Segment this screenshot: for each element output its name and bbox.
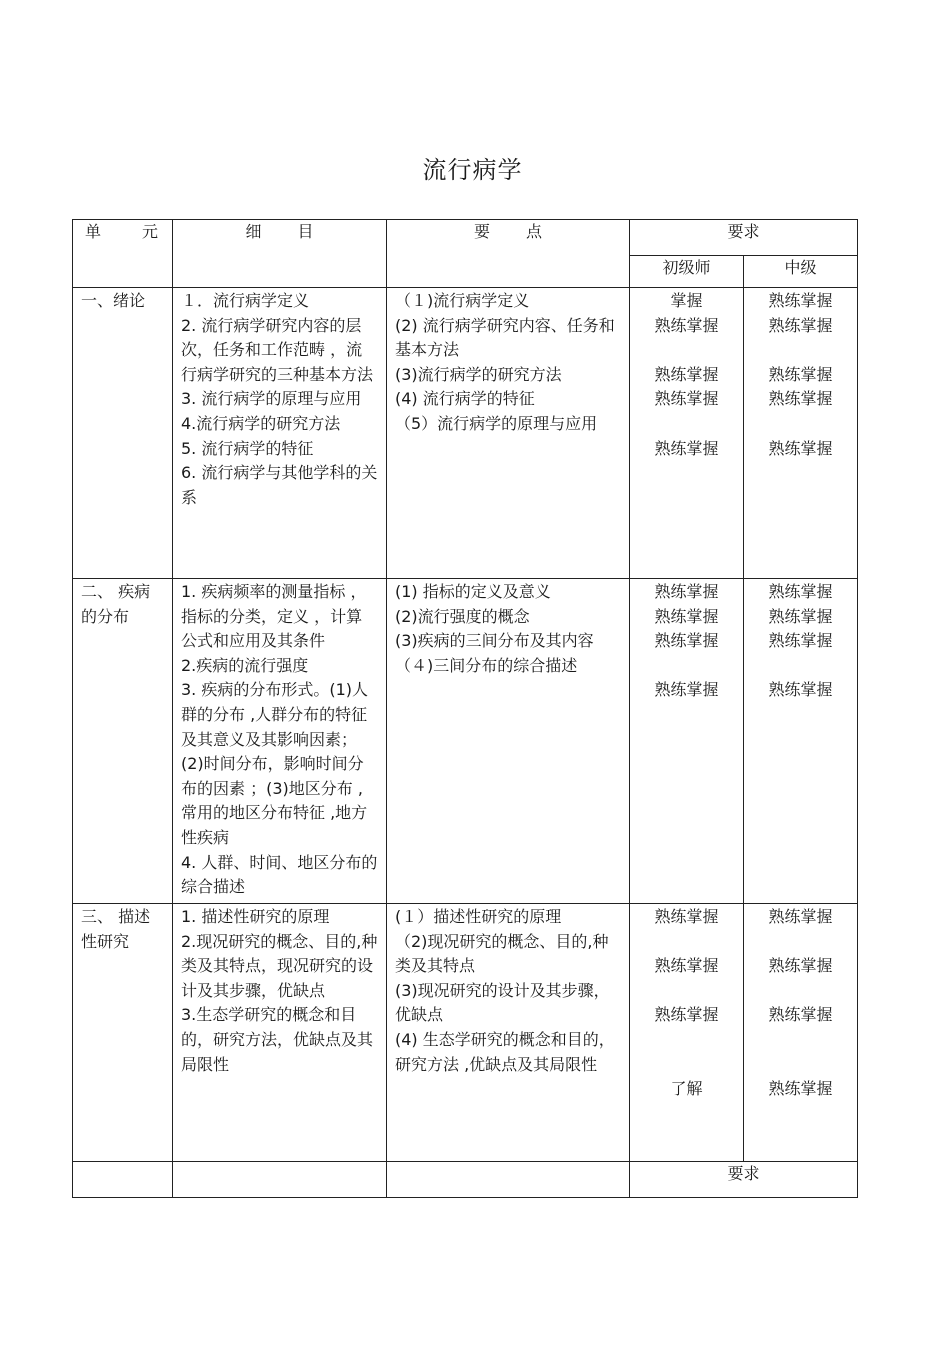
header-points: [387, 220, 630, 288]
intermediate-value: 熟练掌握: [768, 364, 833, 384]
point-line: (2)流行强度的概念: [395, 606, 530, 626]
header-unit-char-1: 单: [85, 222, 102, 241]
table-row: [73, 288, 858, 579]
intermediate-value: [752, 338, 849, 363]
header-unit-char-2: 元: [141, 222, 158, 241]
intermediate-value: [752, 412, 849, 437]
detail-line: 3.生态学研究的概念和目的，研究方法，优缺点及其局限性: [181, 1005, 374, 1074]
unit-line: 三、 描述: [81, 907, 151, 926]
junior-value: [638, 1028, 735, 1053]
intermediate-value: 熟练掌握: [768, 1079, 833, 1099]
junior-value: [638, 930, 735, 955]
details-cell: [173, 288, 387, 579]
point-line: （１)流行病学定义: [395, 291, 530, 310]
footer-requirement: 要求: [630, 1162, 858, 1198]
intermediate-value: 熟练掌握: [768, 315, 833, 335]
intermediate-value: 熟练掌握: [768, 291, 833, 310]
junior-value: 熟练掌握: [654, 1005, 719, 1025]
point-line: (3)流行病学的研究方法: [395, 364, 562, 384]
junior-value: [638, 1053, 735, 1078]
junior-value: 掌握: [670, 291, 703, 310]
header-junior: 初级师: [630, 256, 744, 288]
unit-cell: [73, 579, 173, 904]
junior-value: 熟练掌握: [654, 582, 719, 601]
empty-cell: [387, 1162, 630, 1198]
intermediate-value: [752, 1028, 849, 1053]
junior-value: 熟练掌握: [654, 907, 719, 926]
point-line: (2) 流行病学研究内容、任务和基本方法: [395, 315, 615, 360]
unit-cell: [73, 904, 173, 1162]
detail-line: 6. 流行病学与其他学科的关系: [181, 463, 378, 507]
junior-value: [638, 654, 735, 679]
point-line: (１）描述性研究的原理: [395, 907, 562, 926]
junior-value: 熟练掌握: [654, 956, 719, 976]
junior-value: 熟练掌握: [654, 389, 719, 409]
junior-value: 熟练掌握: [654, 315, 719, 335]
unit-line: 二、 疾病: [81, 582, 151, 601]
point-line: (3)疾病的三间分布及其内容: [395, 631, 594, 651]
point-line: （４)三间分布的综合描述: [395, 655, 578, 675]
table-row: [73, 904, 858, 1162]
junior-cell: [630, 579, 744, 904]
junior-value: [638, 338, 735, 363]
intermediate-cell: [744, 288, 858, 579]
intermediate-value: 熟练掌握: [768, 389, 833, 409]
syllabus-table: [72, 219, 858, 1198]
intermediate-value: 熟练掌握: [768, 1005, 833, 1025]
header-points-char-1: 要: [473, 222, 490, 241]
table-row: [73, 579, 858, 904]
detail-line: 3. 流行病学的原理与应用: [181, 389, 362, 409]
intermediate-value: [752, 979, 849, 1004]
detail-line: 1. 疾病频率的测量指标 ，指标的分类，定义 ，计算公式和应用及其条件: [181, 582, 367, 651]
intermediate-value: 熟练掌握: [768, 582, 833, 601]
intermediate-value: 熟练掌握: [768, 680, 833, 700]
intermediate-value: 熟练掌握: [768, 631, 833, 651]
junior-value: 了解: [670, 1079, 703, 1099]
intermediate-value: [752, 654, 849, 679]
header-detail-char-1: 细: [245, 222, 262, 241]
detail-line: 3. 疾病的分布形式。(1)人群的分布 ,人群分布的特征及其意义及其影响因素； (2)时间分布，影响时间分布的因素 ；(3)地区分布 ,常用的地区分布特征 ,地方性疾病: [181, 680, 369, 847]
detail-line: 5. 流行病学的特征: [181, 438, 314, 458]
detail-line: 1. 描述性研究的原理: [181, 907, 330, 926]
junior-value: 熟练掌握: [654, 364, 719, 384]
intermediate-value: 熟练掌握: [768, 606, 833, 626]
detail-line: 2.疾病的流行强度: [181, 655, 309, 675]
page-title: 流行病学: [422, 156, 523, 184]
intermediate-cell: [744, 904, 858, 1162]
point-line: (1) 指标的定义及意义: [395, 582, 551, 601]
table-row-footer: [73, 1162, 858, 1198]
points-cell: [387, 904, 630, 1162]
point-line: (4) 生态学研究的概念和目的，研究方法 ,优缺点及其局限性: [395, 1029, 615, 1074]
intermediate-value: 熟练掌握: [768, 907, 833, 926]
intermediate-value: 熟练掌握: [768, 956, 833, 976]
junior-value: 熟练掌握: [654, 606, 719, 626]
empty-cell: [173, 1162, 387, 1198]
point-line: （2)现况研究的概念、目的,种类及其特点: [395, 931, 609, 976]
header-detail: [173, 220, 387, 288]
intermediate-value: [752, 1053, 849, 1078]
intermediate-value: 熟练掌握: [768, 438, 833, 458]
detail-line: 4. 人群、时间、地区分布的综合描述: [181, 852, 378, 897]
header-points-char-2: 点: [526, 222, 543, 241]
detail-line: １．流行病学定义: [181, 291, 310, 310]
header-detail-char-2: 目: [297, 222, 314, 241]
point-line: (3)现况研究的设计及其步骤，优缺点: [395, 980, 610, 1025]
header-unit: [73, 220, 173, 288]
detail-line: 2. 流行病学研究内容的层次，任务和工作范畴 ，流行病学研究的三种基本方法: [181, 315, 374, 384]
junior-value: [638, 979, 735, 1004]
junior-cell: [630, 904, 744, 1162]
detail-line: 4.流行病学的研究方法: [181, 413, 341, 433]
point-line: （5）流行病学的原理与应用: [395, 413, 598, 433]
unit-line: 一、绪论: [81, 291, 146, 310]
empty-cell: [73, 1162, 173, 1198]
junior-value: [638, 412, 735, 437]
header-intermediate: 中级: [744, 256, 858, 288]
intermediate-value: [752, 930, 849, 955]
junior-value: 熟练掌握: [654, 680, 719, 700]
junior-value: 熟练掌握: [654, 438, 719, 458]
points-cell: [387, 579, 630, 904]
detail-line: 2.现况研究的概念、目的,种类及其特点，现况研究的设计及其步骤，优缺点: [181, 931, 378, 1000]
unit-line: 性研究: [81, 931, 130, 951]
points-cell: [387, 288, 630, 579]
junior-cell: [630, 288, 744, 579]
unit-cell: [73, 288, 173, 579]
point-line: (4) 流行病学的特征: [395, 389, 535, 409]
details-cell: [173, 904, 387, 1162]
details-cell: [173, 579, 387, 904]
junior-value: 熟练掌握: [654, 631, 719, 651]
intermediate-cell: [744, 579, 858, 904]
unit-line: 的分布: [81, 606, 130, 626]
header-requirement: 要求: [630, 220, 858, 256]
